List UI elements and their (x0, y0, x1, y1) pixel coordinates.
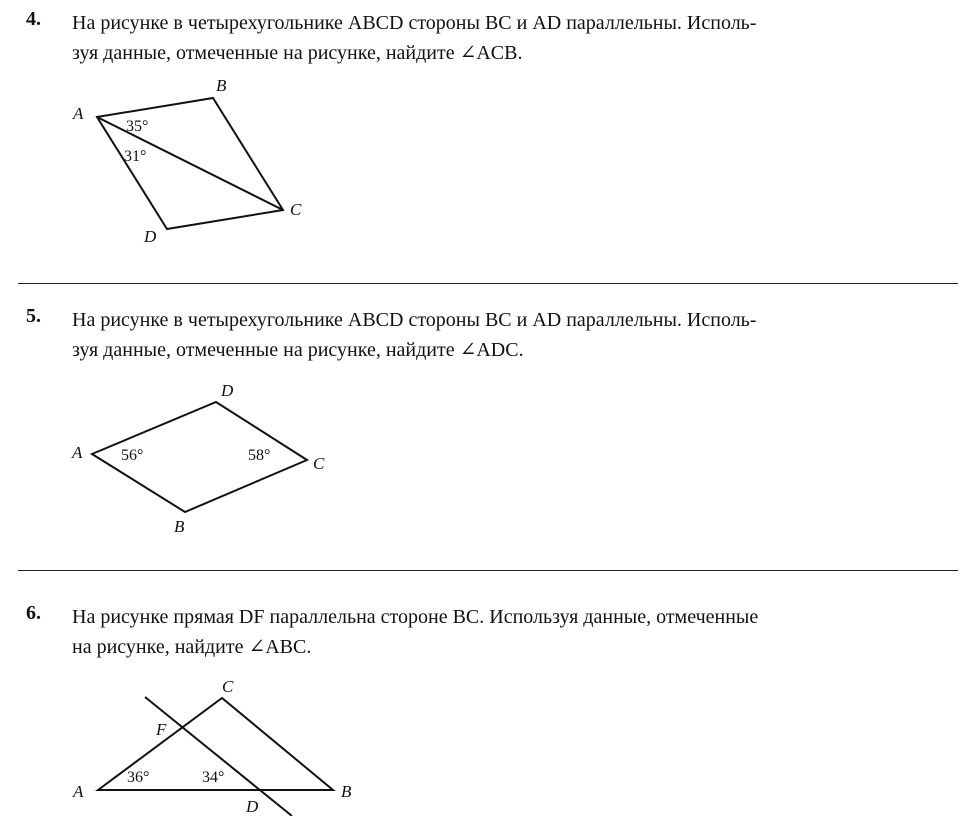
problem-number: 5. (26, 305, 41, 327)
problem-number: 4. (26, 8, 41, 30)
vertex-label-b: B (174, 517, 185, 536)
statement-line-1: На рисунке в четырехугольнике ABCD стороны BC и AD параллельны. Исполь- (72, 309, 757, 331)
statement-line-2: на рисунке, найдите ∠ABC. (72, 636, 312, 658)
vertex-label-c: C (290, 200, 302, 219)
vertex-label-d: D (144, 227, 157, 246)
point-label-d: D (246, 797, 259, 816)
problem-number: 6. (26, 602, 41, 624)
point-label-f: F (156, 720, 167, 739)
statement-line-1: На рисунке прямая DF параллельна стороне BC. Используя данные, отмеченные (72, 606, 759, 628)
vertex-label-a: A (72, 443, 83, 462)
angle-label-1: 35° (126, 118, 149, 135)
vertex-label-c: C (313, 454, 325, 473)
vertex-label-a: A (73, 782, 84, 801)
vertex-label-c: C (222, 677, 234, 696)
angle-label-1: 56° (121, 447, 144, 464)
vertex-label-d: D (221, 381, 234, 400)
vertex-label-b: B (216, 76, 227, 95)
statement-line-2: зуя данные, отмеченные на рисунке, найдите ∠ADC. (72, 339, 524, 361)
angle-label-2: 58° (248, 447, 271, 464)
vertex-label-a: A (73, 104, 84, 123)
angle-label-2: 31° (124, 148, 147, 165)
angle-label-2: 34° (202, 769, 225, 786)
line-df (145, 697, 292, 816)
angle-label-1: 36° (127, 769, 150, 786)
statement-line-2: зуя данные, отмеченные на рисунке, найдите ∠ACB. (72, 42, 523, 64)
statement-line-1: На рисунке в четырехугольнике ABCD стороны BC и AD параллельны. Исполь- (72, 12, 757, 34)
vertex-label-b: B (341, 782, 352, 801)
